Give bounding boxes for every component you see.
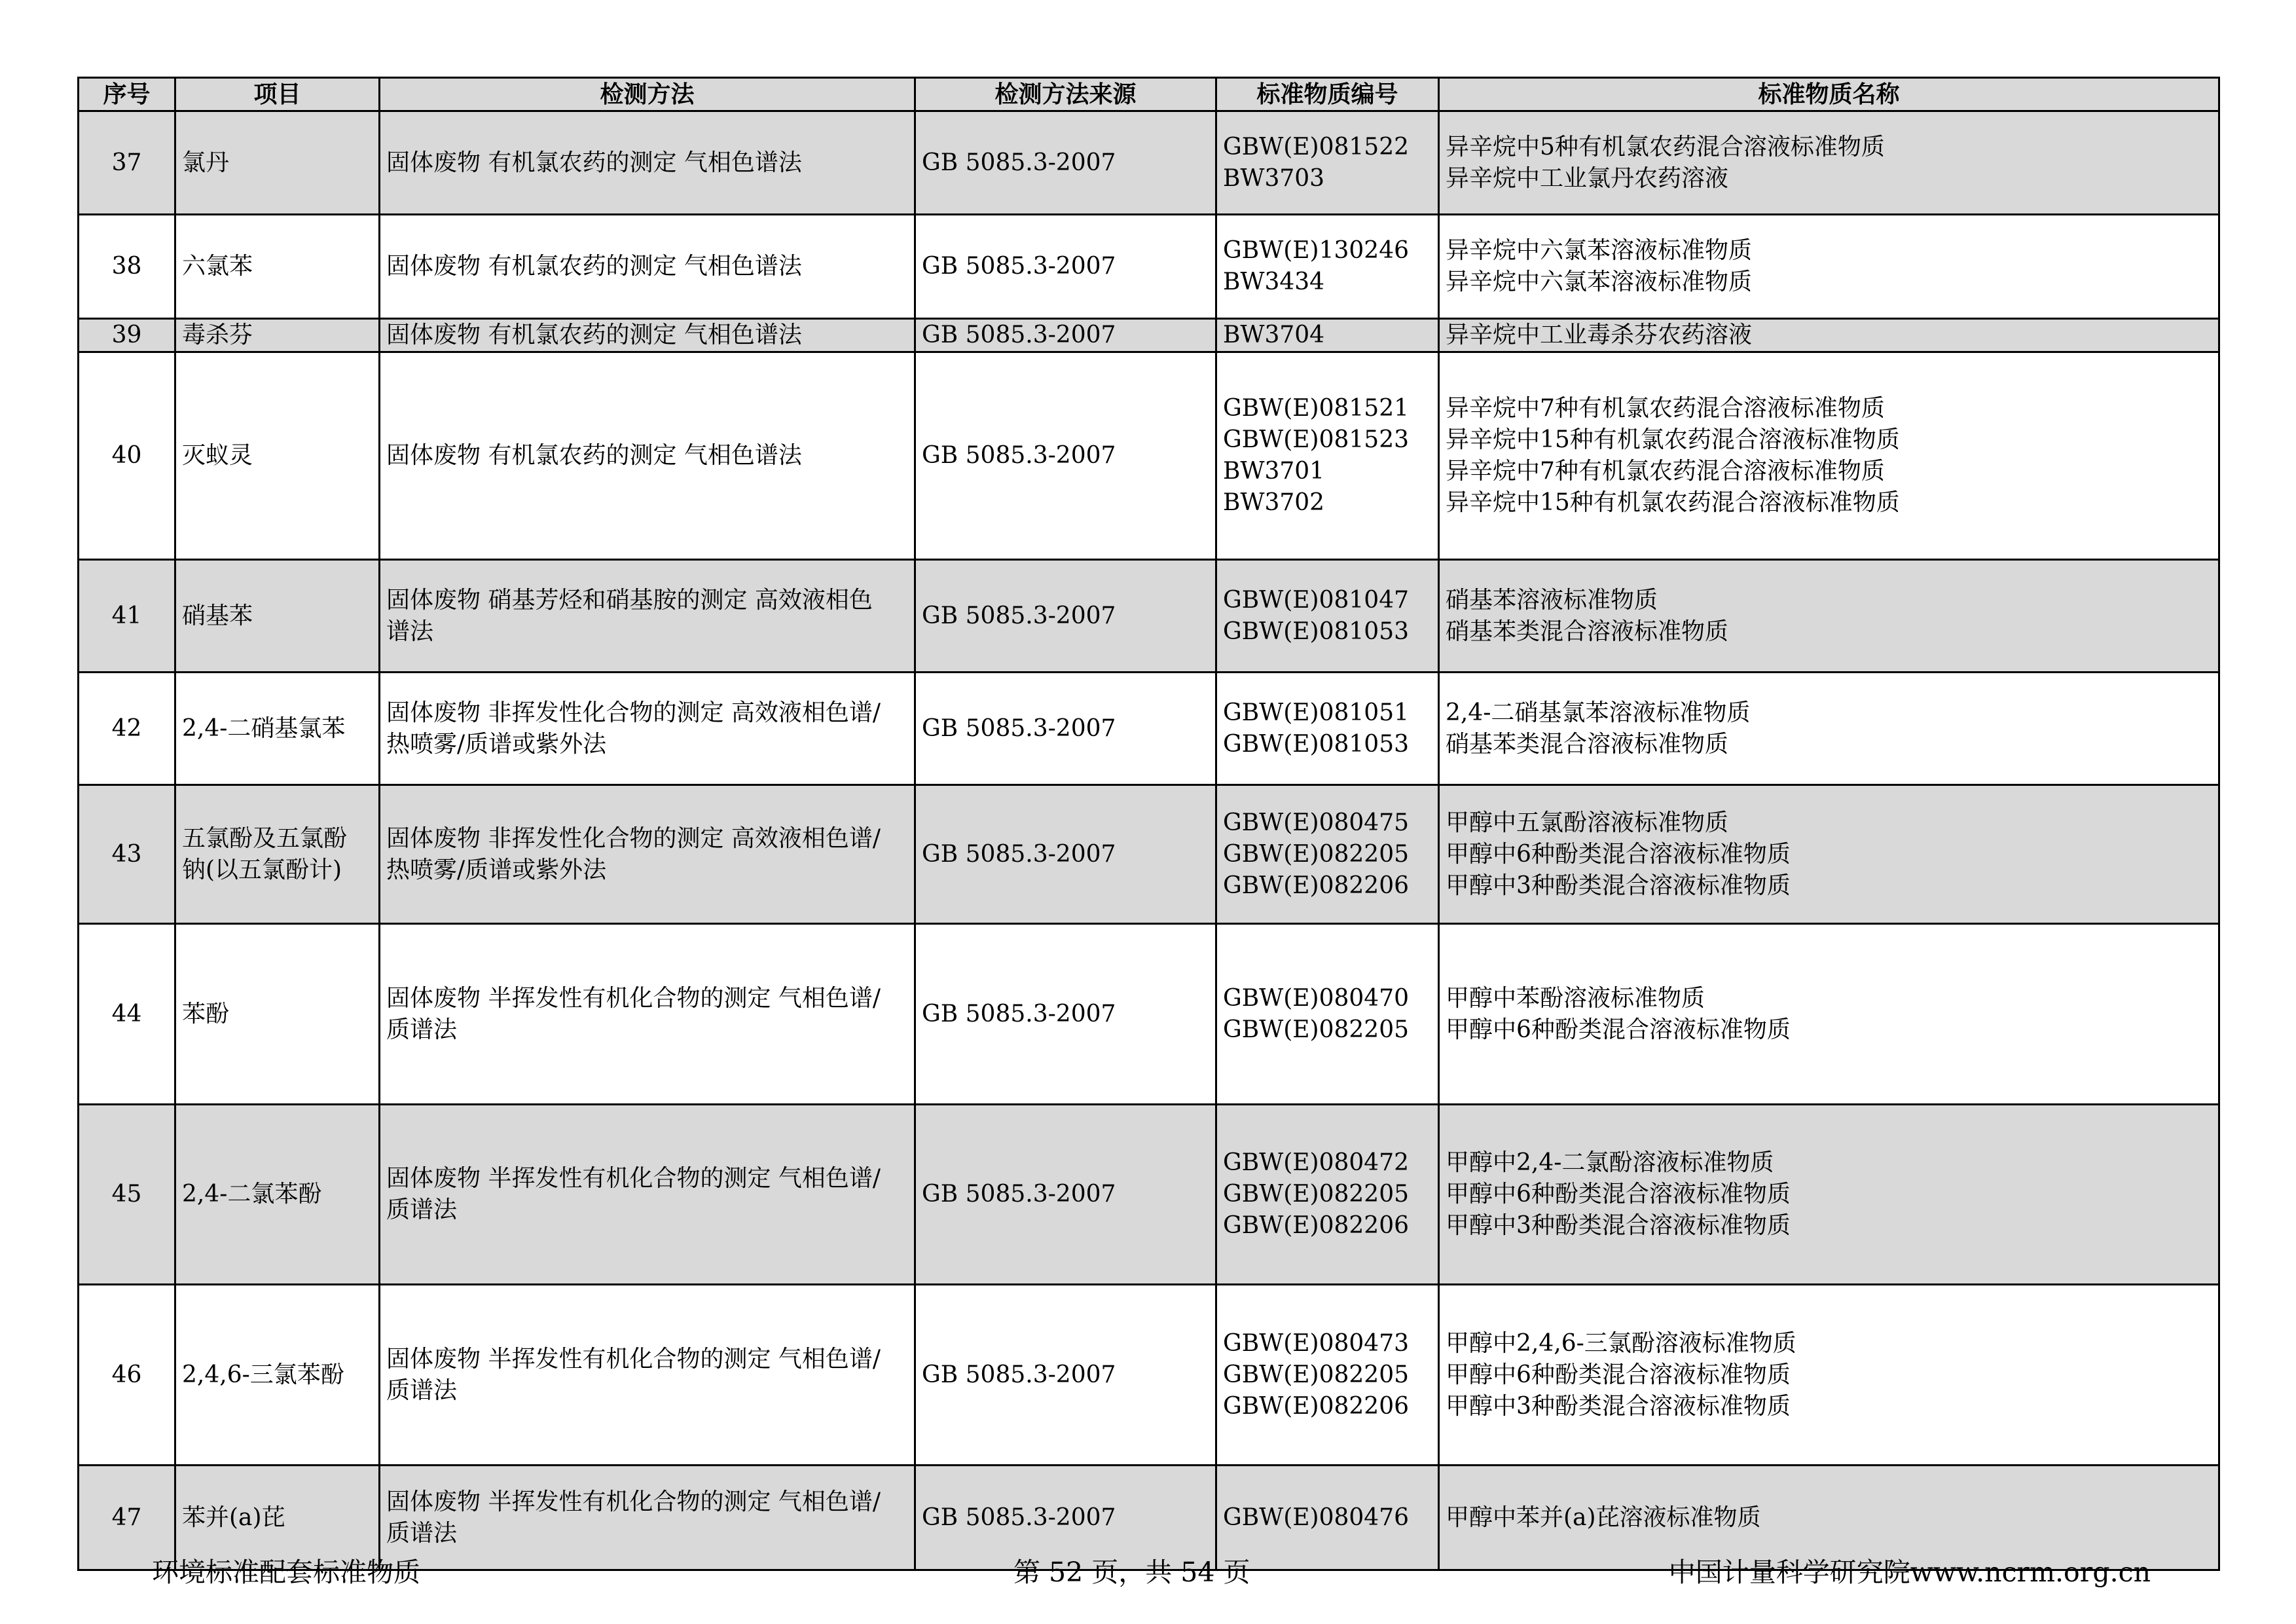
cell-material-codes — [1216, 319, 1439, 352]
cell-material-names — [1439, 352, 2219, 560]
material-code: GBW(E)082205 — [1223, 840, 1410, 868]
cell-method — [380, 785, 915, 924]
cell-seq: 40 — [79, 352, 175, 560]
cell-method-source: GB 5085.3-2007 — [915, 111, 1216, 215]
material-code: GBW(E)082206 — [1223, 872, 1410, 899]
method-line: 质谱法 — [386, 1519, 458, 1547]
material-code: BW3434 — [1223, 268, 1325, 295]
material-name: 硝基苯类混合溶液标准物质 — [1446, 618, 1729, 645]
material-code: GBW(E)082206 — [1223, 1212, 1410, 1239]
table-row — [79, 1285, 2219, 1466]
cell-material-names — [1439, 1285, 2219, 1466]
header-material-name: 标准物质名称 — [1439, 78, 2219, 111]
cell-method — [380, 215, 915, 319]
cell-seq: 43 — [79, 785, 175, 924]
method-line: 固体废物 有机氯农药的测定 气相色谱法 — [386, 322, 802, 348]
method-line: 热喷雾/质谱或紫外法 — [386, 730, 607, 758]
cell-method — [380, 111, 915, 215]
material-code: GBW(E)081522 — [1223, 133, 1410, 160]
item-line: 灭蚁灵 — [182, 442, 253, 469]
item-line: 六氯苯 — [182, 253, 253, 280]
cell-item — [175, 352, 380, 560]
header-item: 项目 — [175, 78, 380, 111]
material-code: GBW(E)080476 — [1223, 1504, 1410, 1531]
cell-item — [175, 924, 380, 1105]
cell-seq: 37 — [79, 111, 175, 215]
item-line: 2,4-二氯苯酚 — [182, 1181, 322, 1208]
header-seq: 序号 — [79, 78, 175, 111]
cell-material-names — [1439, 560, 2219, 673]
cell-item — [175, 215, 380, 319]
material-name: 异辛烷中15种有机氯农药混合溶液标准物质 — [1446, 426, 1900, 453]
cell-method-source: GB 5085.3-2007 — [915, 352, 1216, 560]
material-code: GBW(E)082205 — [1223, 1361, 1410, 1388]
cell-item — [175, 319, 380, 352]
cell-material-codes — [1216, 560, 1439, 673]
cell-method-source: GB 5085.3-2007 — [915, 924, 1216, 1105]
method-line: 质谱法 — [386, 1016, 458, 1043]
item-line: 钠(以五氯酚计) — [182, 856, 342, 883]
material-code: GBW(E)081523 — [1223, 426, 1410, 453]
material-code: GBW(E)082205 — [1223, 1181, 1410, 1208]
cell-method-source: GB 5085.3-2007 — [915, 1105, 1216, 1285]
cell-method — [380, 1105, 915, 1285]
cell-method — [380, 319, 915, 352]
material-code: GBW(E)081053 — [1223, 618, 1410, 645]
cell-method — [380, 924, 915, 1105]
material-code: GBW(E)130246 — [1223, 237, 1410, 264]
cell-method-source: GB 5085.3-2007 — [915, 215, 1216, 319]
cell-method-source: GB 5085.3-2007 — [915, 319, 1216, 352]
table-row — [79, 673, 2219, 785]
standard-materials-table — [77, 77, 2220, 1571]
cell-method-source: GB 5085.3-2007 — [915, 560, 1216, 673]
item-line: 苯并(a)芘 — [182, 1504, 285, 1531]
material-name: 甲醇中3种酚类混合溶液标准物质 — [1446, 1392, 1791, 1420]
cell-seq: 44 — [79, 924, 175, 1105]
cell-method-source: GB 5085.3-2007 — [915, 1466, 1216, 1570]
material-code: GBW(E)081053 — [1223, 730, 1410, 758]
cell-material-names — [1439, 111, 2219, 215]
cell-material-names — [1439, 319, 2219, 352]
cell-material-codes — [1216, 215, 1439, 319]
material-name: 甲醇中2,4-二氯酚溶液标准物质 — [1446, 1149, 1774, 1176]
method-line: 固体废物 有机氯农药的测定 气相色谱法 — [386, 442, 802, 469]
material-name: 2,4-二硝基氯苯溶液标准物质 — [1446, 699, 1751, 726]
material-code: GBW(E)080472 — [1223, 1149, 1410, 1176]
material-name: 异辛烷中5种有机氯农药混合溶液标准物质 — [1446, 133, 1885, 160]
cell-item — [175, 1105, 380, 1285]
table-row — [79, 924, 2219, 1105]
material-name: 异辛烷中7种有机氯农药混合溶液标准物质 — [1446, 458, 1885, 485]
item-line: 2,4-二硝基氯苯 — [182, 714, 346, 742]
cell-method-source: GB 5085.3-2007 — [915, 673, 1216, 785]
table-row — [79, 352, 2219, 560]
method-line: 固体废物 硝基芳烃和硝基胺的测定 高效液相色 — [386, 586, 873, 614]
method-line: 固体废物 有机氯农药的测定 气相色谱法 — [386, 253, 802, 280]
method-line: 热喷雾/质谱或紫外法 — [386, 856, 607, 883]
cell-item — [175, 673, 380, 785]
cell-method-source: GB 5085.3-2007 — [915, 1285, 1216, 1466]
cell-item — [175, 111, 380, 215]
cell-material-names — [1439, 924, 2219, 1105]
method-line: 固体废物 非挥发性化合物的测定 高效液相色谱/ — [386, 699, 881, 726]
method-line: 谱法 — [386, 618, 434, 645]
material-name: 甲醇中苯并(a)芘溶液标准物质 — [1446, 1504, 1761, 1531]
method-line: 固体废物 半挥发性有机化合物的测定 气相色谱/ — [386, 1165, 881, 1192]
material-name: 硝基苯类混合溶液标准物质 — [1446, 730, 1729, 758]
material-code: GBW(E)080473 — [1223, 1329, 1410, 1357]
item-line: 硝基苯 — [182, 602, 253, 629]
item-line: 苯酚 — [182, 1000, 230, 1027]
cell-seq: 45 — [79, 1105, 175, 1285]
material-name: 甲醇中6种酚类混合溶液标准物质 — [1446, 1361, 1791, 1388]
header-method-source: 检测方法来源 — [915, 78, 1216, 111]
material-code: BW3703 — [1223, 164, 1325, 192]
cell-material-codes — [1216, 924, 1439, 1105]
cell-seq: 39 — [79, 319, 175, 352]
material-code: BW3704 — [1223, 322, 1325, 348]
cell-method-source: GB 5085.3-2007 — [915, 785, 1216, 924]
table-row — [79, 785, 2219, 924]
cell-material-names — [1439, 1105, 2219, 1285]
material-name: 异辛烷中工业氯丹农药溶液 — [1446, 164, 1729, 192]
material-name: 异辛烷中工业毒杀芬农药溶液 — [1446, 322, 1753, 348]
material-name: 硝基苯溶液标准物质 — [1446, 586, 1658, 614]
data-table-container — [77, 77, 2218, 1547]
method-line: 质谱法 — [386, 1376, 458, 1404]
material-code: GBW(E)081047 — [1223, 586, 1410, 614]
cell-item — [175, 560, 380, 673]
cell-material-names — [1439, 785, 2219, 924]
page-footer — [0, 1551, 2296, 1590]
footer-page-number: 第 52 页，共 54 页 — [1013, 1557, 1250, 1588]
table-row — [79, 215, 2219, 319]
header-method: 检测方法 — [380, 78, 915, 111]
cell-seq: 46 — [79, 1285, 175, 1466]
cell-material-codes — [1216, 111, 1439, 215]
cell-method — [380, 1285, 915, 1466]
method-line: 质谱法 — [386, 1196, 458, 1223]
cell-material-names — [1439, 215, 2219, 319]
material-name: 异辛烷中15种有机氯农药混合溶液标准物质 — [1446, 489, 1900, 516]
cell-method — [380, 352, 915, 560]
cell-seq: 38 — [79, 215, 175, 319]
method-line: 固体废物 半挥发性有机化合物的测定 气相色谱/ — [386, 1488, 881, 1515]
table-header-row — [79, 78, 2219, 111]
item-line: 氯丹 — [182, 149, 230, 176]
material-code: GBW(E)080475 — [1223, 809, 1410, 836]
cell-item — [175, 785, 380, 924]
material-name: 甲醇中五氯酚溶液标准物质 — [1446, 809, 1729, 836]
material-name: 甲醇中3种酚类混合溶液标准物质 — [1446, 872, 1791, 899]
cell-material-codes — [1216, 785, 1439, 924]
table-body — [79, 111, 2219, 1570]
material-name: 甲醇中6种酚类混合溶液标准物质 — [1446, 1181, 1791, 1208]
material-code: GBW(E)081051 — [1223, 699, 1410, 726]
table-row — [79, 560, 2219, 673]
material-name: 甲醇中苯酚溶液标准物质 — [1446, 984, 1705, 1012]
material-code: GBW(E)082205 — [1223, 1016, 1410, 1043]
item-line: 2,4,6-三氯苯酚 — [182, 1361, 344, 1388]
method-line: 固体废物 半挥发性有机化合物的测定 气相色谱/ — [386, 984, 881, 1012]
cell-seq: 42 — [79, 673, 175, 785]
cell-method — [380, 560, 915, 673]
material-name: 甲醇中6种酚类混合溶液标准物质 — [1446, 840, 1791, 868]
table-row — [79, 319, 2219, 352]
cell-material-codes — [1216, 1285, 1439, 1466]
material-code: GBW(E)081521 — [1223, 395, 1410, 422]
table-row — [79, 1105, 2219, 1285]
item-line: 五氯酚及五氯酚 — [182, 824, 348, 852]
cell-material-codes — [1216, 1105, 1439, 1285]
material-name: 异辛烷中7种有机氯农药混合溶液标准物质 — [1446, 395, 1885, 422]
material-name: 异辛烷中六氯苯溶液标准物质 — [1446, 268, 1753, 295]
cell-method — [380, 673, 915, 785]
material-code: BW3701 — [1223, 458, 1325, 485]
footer-document-title: 环境标准配套标准物质 — [152, 1557, 420, 1588]
cell-seq: 41 — [79, 560, 175, 673]
material-name: 甲醇中2,4,6-三氯酚溶液标准物质 — [1446, 1329, 1796, 1357]
cell-material-names — [1439, 673, 2219, 785]
cell-item — [175, 1285, 380, 1466]
footer-organization: 中国计量科学研究院www.ncrm.org.cn — [1668, 1557, 2151, 1588]
table-row — [79, 111, 2219, 215]
material-code: GBW(E)080470 — [1223, 984, 1410, 1012]
material-name: 甲醇中6种酚类混合溶液标准物质 — [1446, 1016, 1791, 1043]
method-line: 固体废物 有机氯农药的测定 气相色谱法 — [386, 149, 802, 176]
cell-material-codes — [1216, 352, 1439, 560]
material-code: BW3702 — [1223, 489, 1325, 516]
item-line: 毒杀芬 — [182, 322, 253, 348]
material-code: GBW(E)082206 — [1223, 1392, 1410, 1420]
material-name: 甲醇中3种酚类混合溶液标准物质 — [1446, 1212, 1791, 1239]
header-material-code: 标准物质编号 — [1216, 78, 1439, 111]
material-name: 异辛烷中六氯苯溶液标准物质 — [1446, 237, 1753, 264]
cell-material-codes — [1216, 673, 1439, 785]
cell-seq: 47 — [79, 1466, 175, 1570]
method-line: 固体废物 非挥发性化合物的测定 高效液相色谱/ — [386, 824, 881, 852]
method-line: 固体废物 半挥发性有机化合物的测定 气相色谱/ — [386, 1345, 881, 1373]
